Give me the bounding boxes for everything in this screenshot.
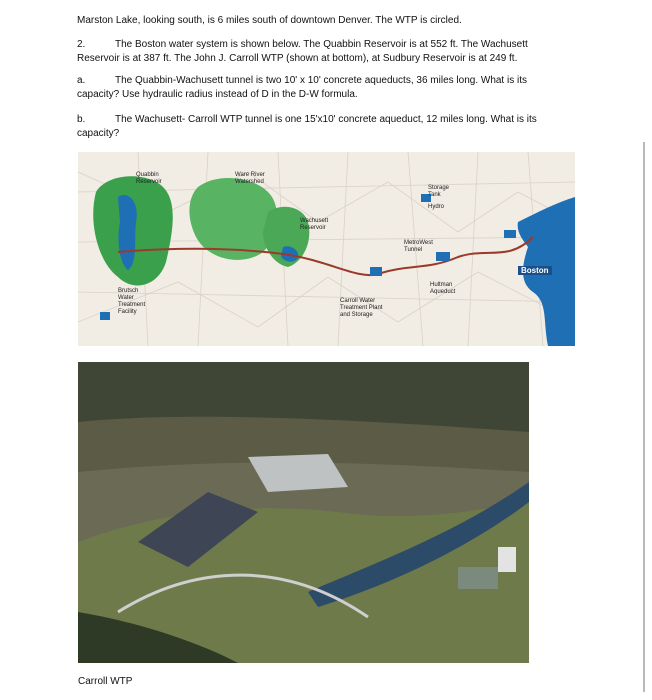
boston-water-system-map (78, 152, 575, 346)
label-boston: Boston (518, 266, 552, 275)
question-2-text: The Boston water system is shown below. The Quabbin Reservoir is at 552 ft. The Wachusett Reservoir is at 387 ft. The John J. Carroll WTP (shown at bottom), at Sudbury Reservoir is at 249 ft. (77, 39, 528, 64)
label-metrowest: MetroWest Tunnel (404, 240, 433, 253)
carroll-wtp-aerial-photo (78, 362, 529, 663)
label-hydro: Hydro (428, 204, 445, 210)
page-scrollbar-rule (643, 142, 645, 692)
label-wachusett: Wachusett Reservoir (300, 218, 329, 231)
label-carroll: Carroll Water Treatment Plant and Storage (340, 298, 383, 318)
label-hultman: Hultman Aqueduct (430, 282, 456, 295)
label-brutsch: Brutsch Water Treatment Facility (118, 288, 146, 315)
aerial-photo-graphic (78, 362, 529, 663)
question-letter: a. (77, 75, 86, 86)
question-number: 2. (77, 39, 86, 50)
paragraph-marston: Marston Lake, looking south, is 6 miles south of downtown Denver. The WTP is circled. (77, 15, 462, 26)
question-2 (77, 38, 567, 66)
question-2a-text: The Quabbin-Wachusett tunnel is two 10' x 10' concrete aqueducts, 36 miles long. What is its capacity? Use hydraulic radius instead of D in the D-W formula. (77, 75, 527, 100)
question-letter: b. (77, 114, 86, 125)
label-quabbin: Quabbin Reservoir (136, 172, 162, 185)
label-ware-river: Ware River Watershed (235, 172, 265, 185)
question-2b-text: The Wachusett- Carroll WTP tunnel is one 15'x10' concrete aqueduct, 12 miles long. What is its capacity? (77, 114, 537, 139)
question-2a (77, 74, 567, 102)
question-2b (77, 113, 567, 141)
photo-caption: Carroll WTP (78, 676, 133, 687)
label-storage-tank: Storage Tank (428, 185, 450, 198)
